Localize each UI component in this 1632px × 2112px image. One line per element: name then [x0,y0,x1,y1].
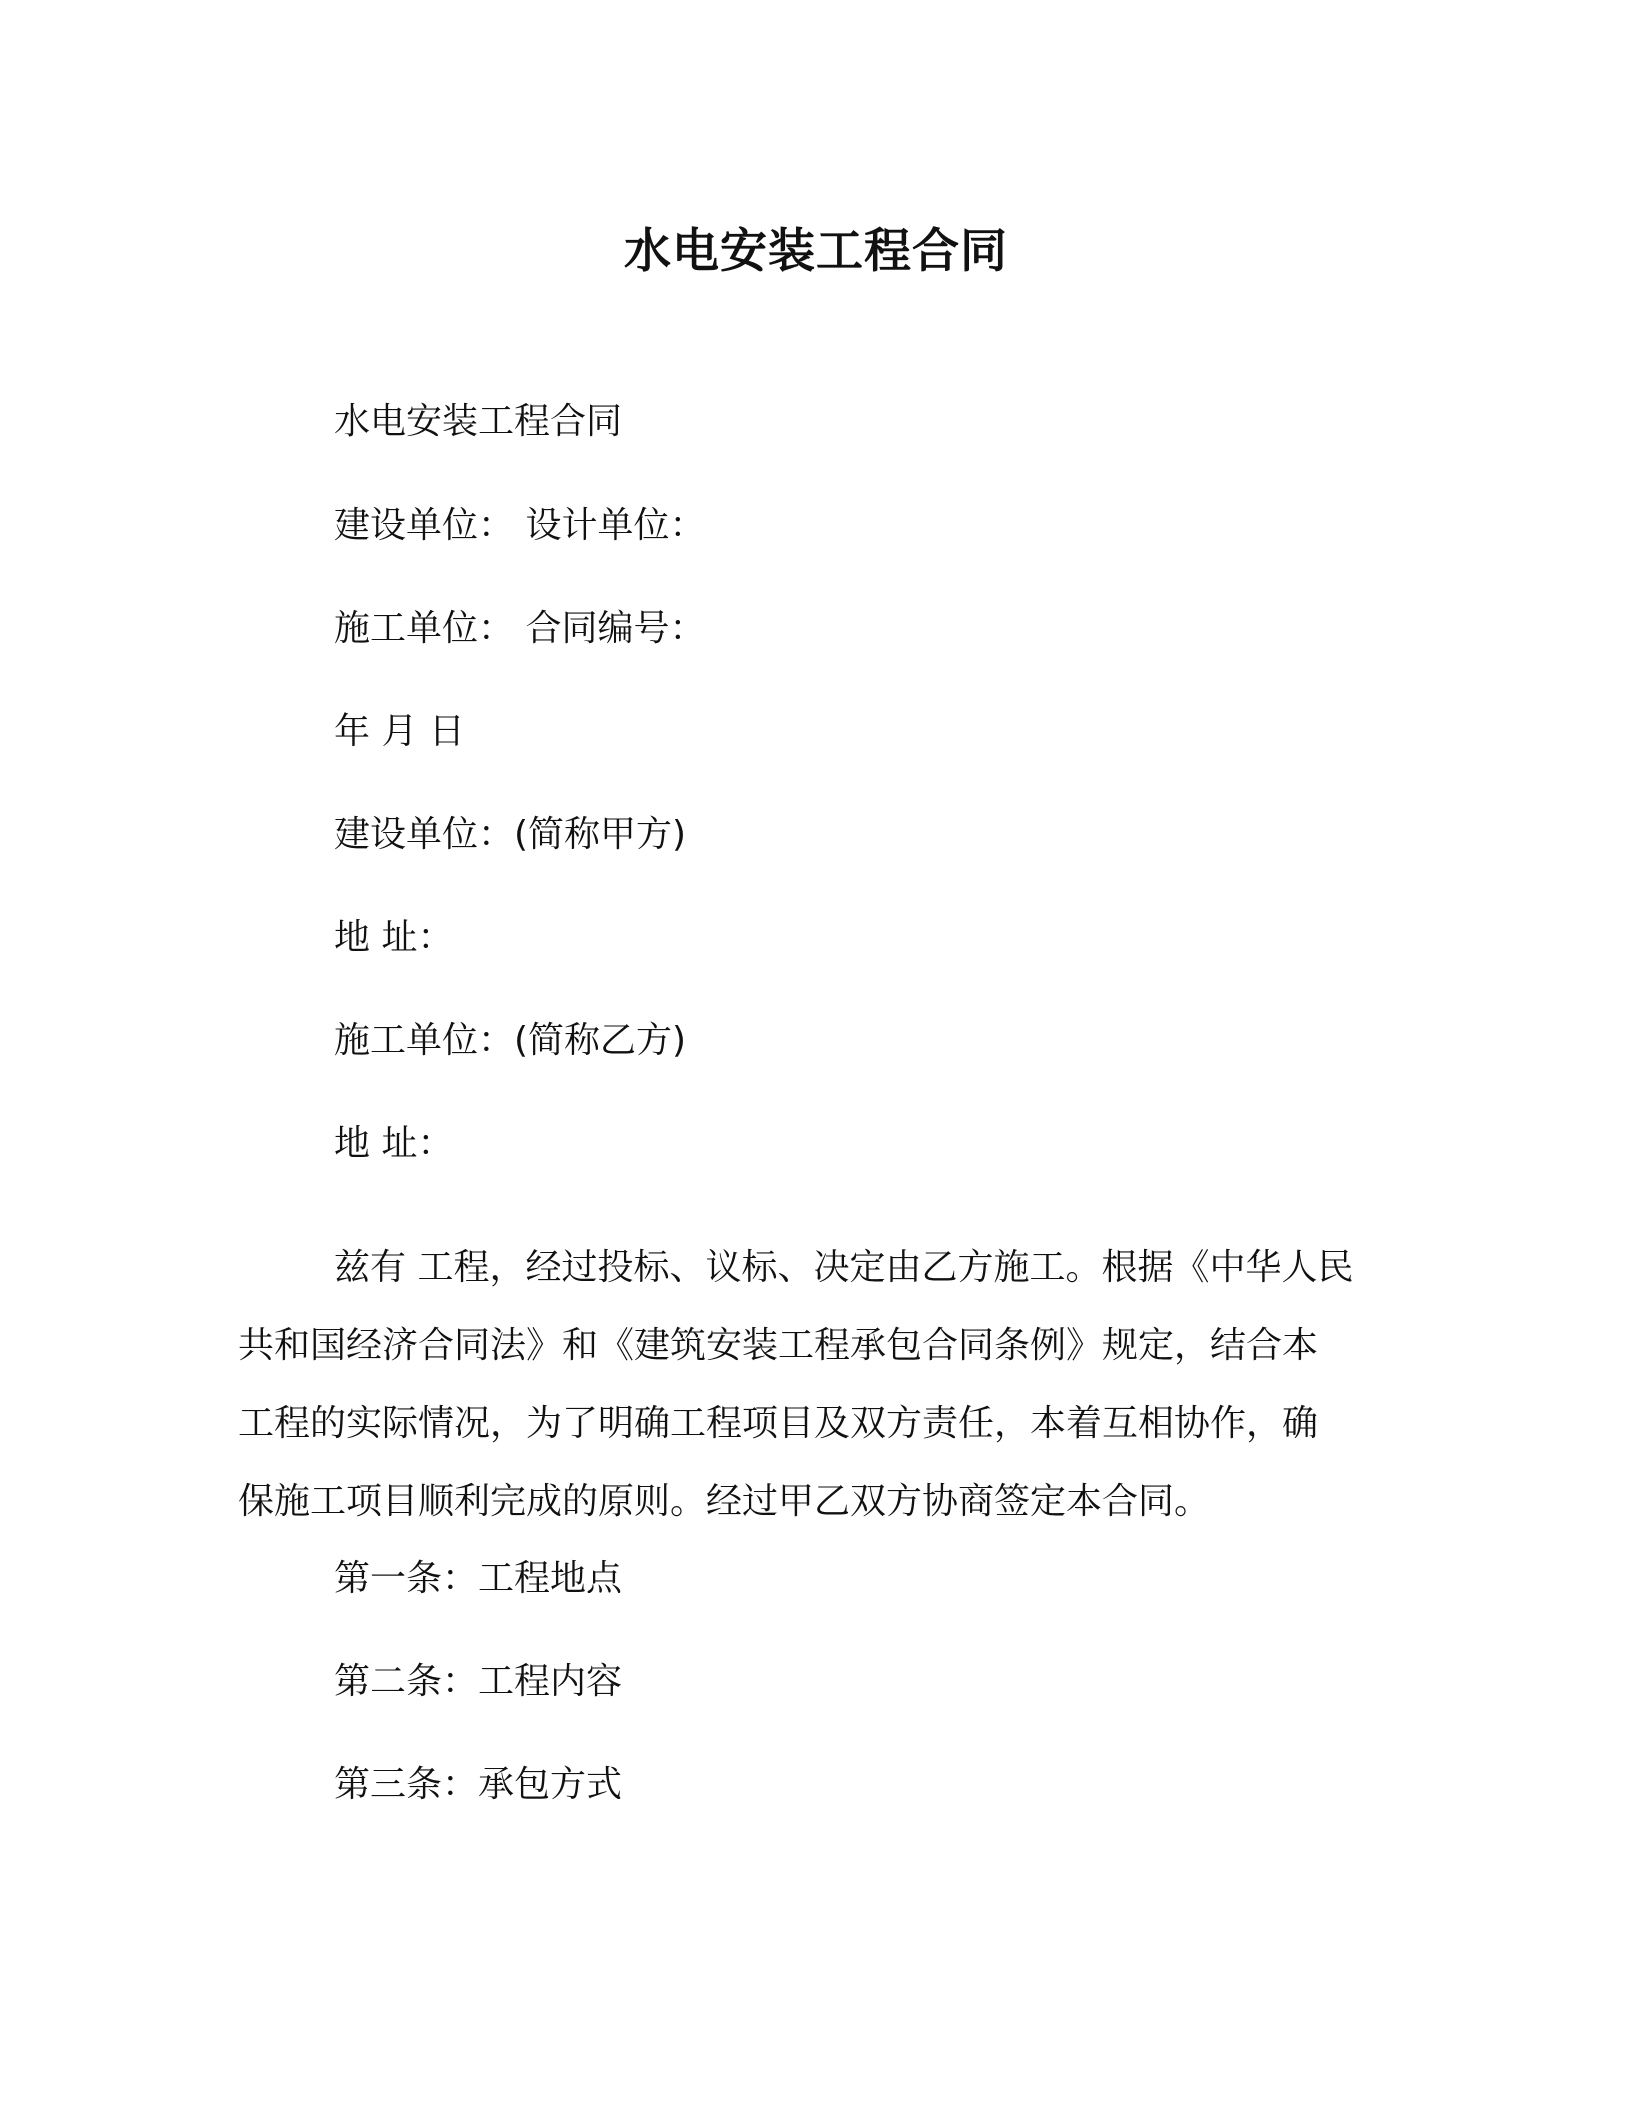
party-b-line: 施工单位：(简称乙方) [334,1020,687,1061]
preamble-paragraph [238,1229,1388,1541]
article-2-heading: 第二条：工程内容 [334,1661,623,1702]
party-b-address-line: 地 址： [334,1123,454,1164]
paragraph-line: 兹有 工程，经过投标、议标、决定由乙方施工。根据《中华人民 [334,1247,1354,1288]
paragraph-line: 保施工项目顺利完成的原则。经过甲乙双方协商签定本合同。 [238,1481,1211,1522]
paragraph-line: 工程的实际情况，为了明确工程项目及双方责任，本着互相协作，确 [238,1403,1319,1444]
construction-design-unit-line: 建设单位： 设计单位： [334,505,706,546]
party-a-line: 建设单位：(简称甲方) [334,814,687,855]
article-3-heading: 第三条：承包方式 [334,1764,623,1805]
subtitle-line: 水电安装工程合同 [334,401,623,442]
article-1-heading: 第一条：工程地点 [334,1558,623,1599]
document-title: 水电安装工程合同 [624,224,1008,279]
party-a-address-line: 地 址： [334,917,454,958]
paragraph-line: 共和国经济合同法》和《建筑安装工程承包合同条例》规定，结合本 [238,1325,1319,1366]
date-line: 年 月 日 [334,711,465,752]
contractor-contract-number-line: 施工单位： 合同编号： [334,608,706,649]
